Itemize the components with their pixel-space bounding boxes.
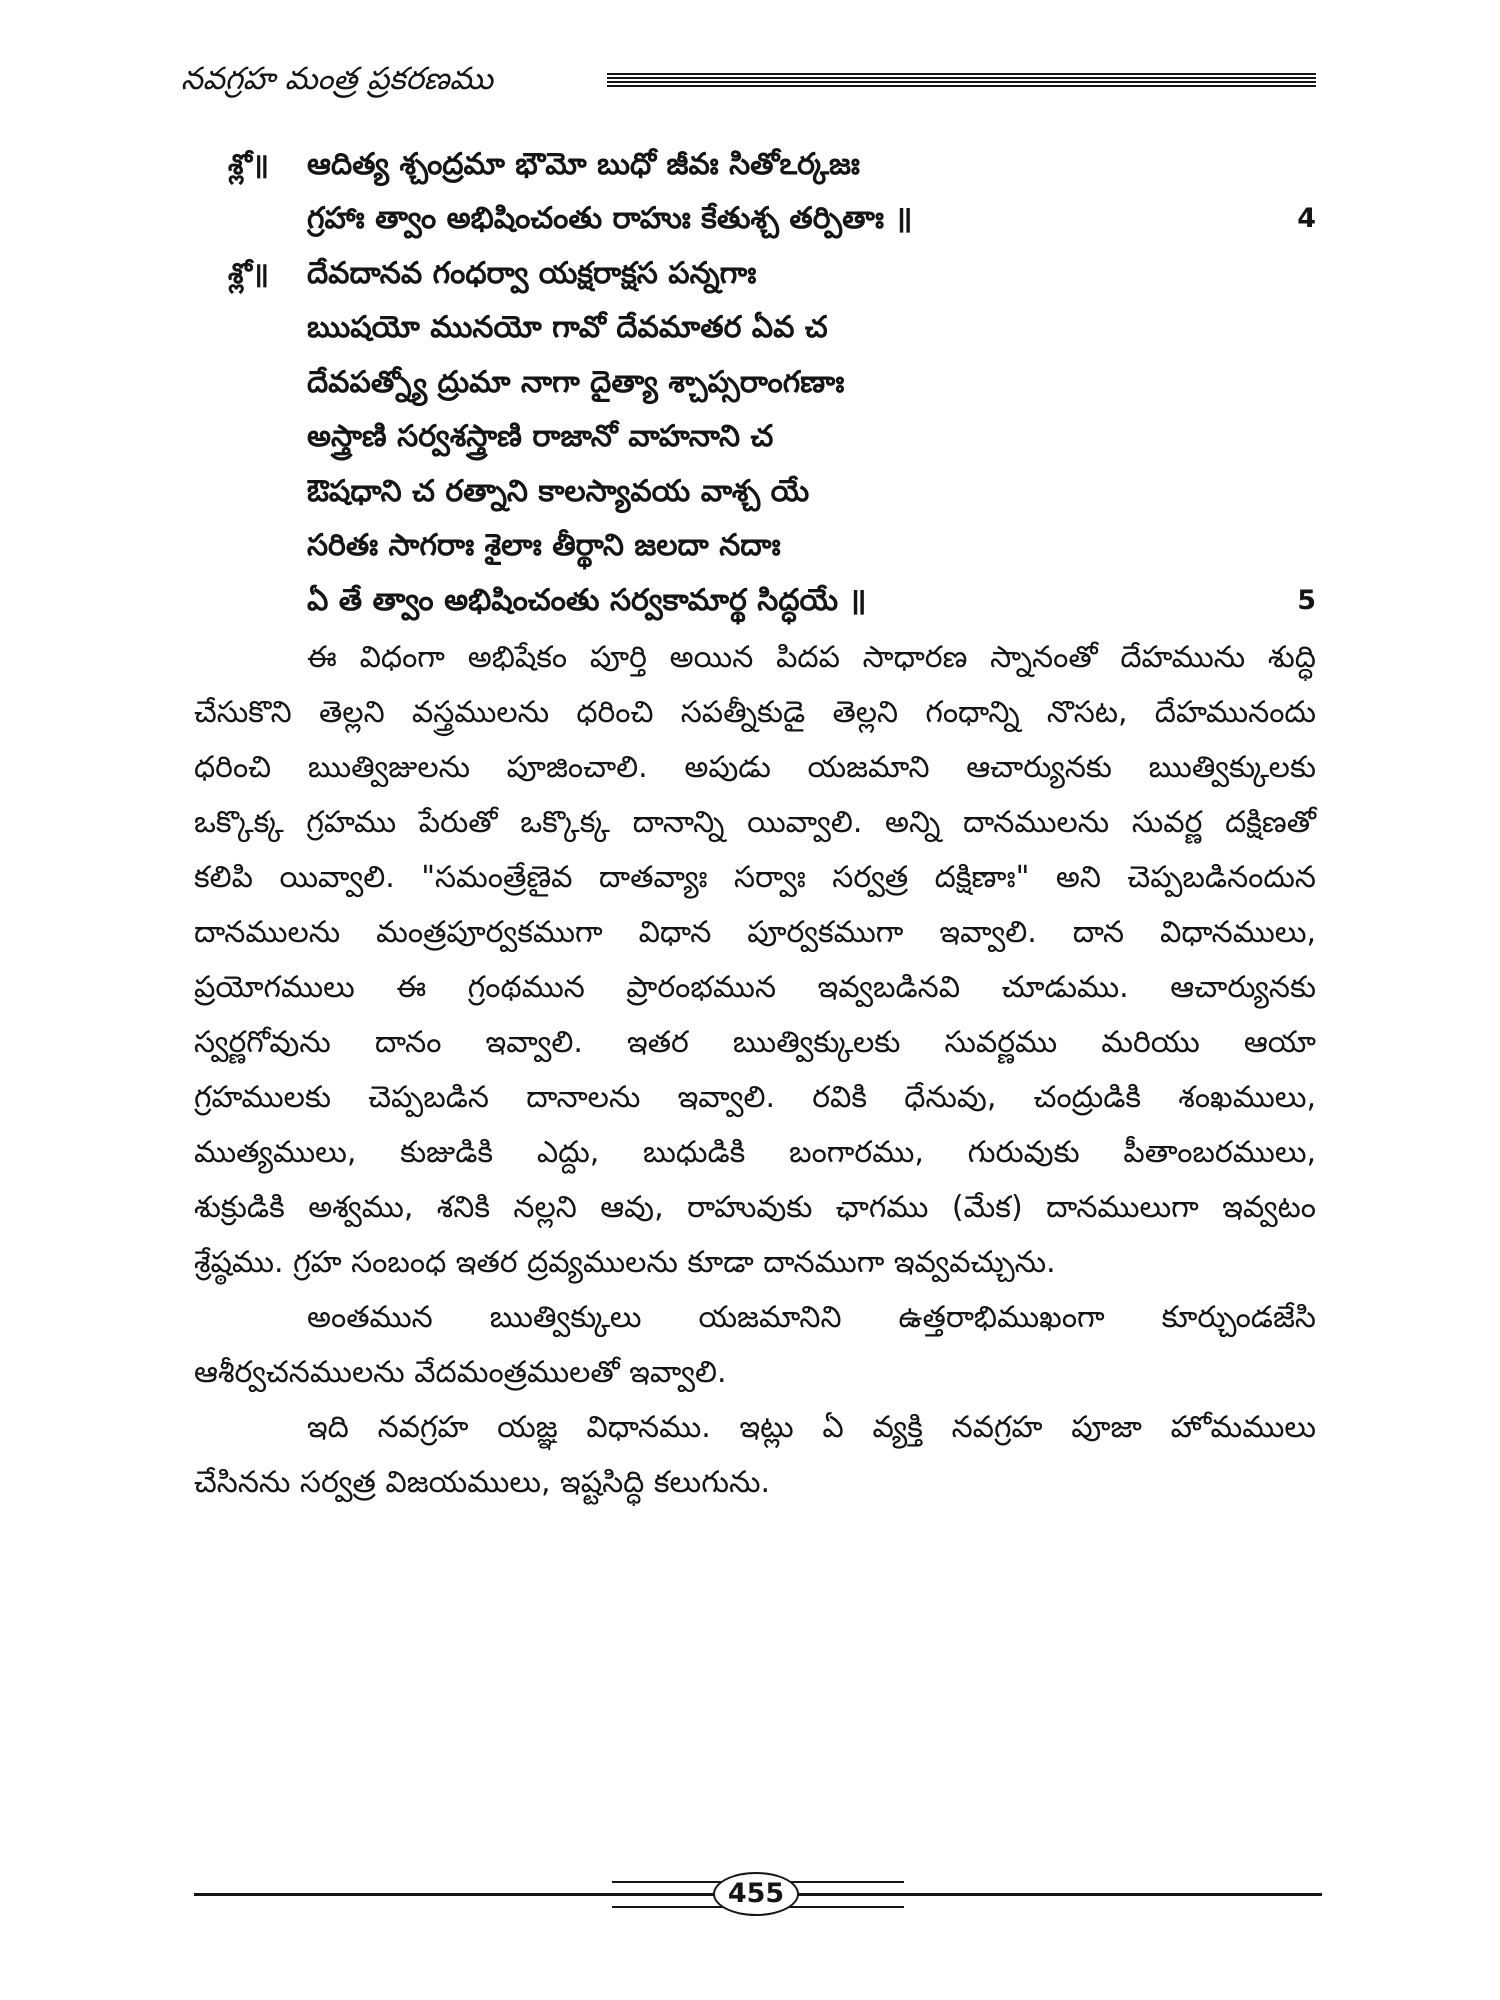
paragraph-line: ప్రయోగములు ఈ గ్రంథమున ప్రారంభమున ఇవ్వబడినవి చూడుము. ఆచార్యునకు: [194, 970, 1316, 1005]
paragraph-line: ఇది నవగ్రహ యజ్ఞ విధానము. ఇట్లు ఏ వ్యక్తి నవగ్రహ పూజా హోమములు: [307, 1410, 1316, 1445]
paragraph-line: ముత్యములు, కుజుడికి ఎద్దు, బుధుడికి బంగారము, గురువుకు పీతాంబరములు,: [194, 1135, 1316, 1170]
verse-line: సరితః సాగరాః శైలాః తీర్థాని జలదా నదాః: [307, 528, 781, 563]
verse-line: ఆదిత్య శ్చంద్రమా భౌమో బుధో జీవః సితోఽర్కజః: [307, 147, 860, 182]
paragraph-line: దానములను మంత్రపూర్వకముగా విధాన పూర్వకముగా ఇవ్వాలి. దాన విధానములు,: [194, 915, 1316, 950]
paragraph-line: గ్రహములకు చెప్పబడిన దానాలను ఇవ్వాలి. రవికి ధేనువు, చంద్రుడికి శంఖములు,: [194, 1080, 1316, 1115]
paragraph-line: అంతమున ఋత్విక్కులు యజమానిని ఉత్తరాభిముఖంగా కూర్చుండజేసి: [307, 1300, 1316, 1335]
paragraph-line: చేసినను సర్వత్ర విజయములు, ఇష్టసిద్ధి కలుగును.: [194, 1465, 771, 1500]
paragraph-line: ఆశీర్వచనములను వేదమంత్రములతో ఇవ్వాలి.: [194, 1355, 727, 1390]
paragraph-line: ధరించి ఋత్విజులను పూజించాలి. అపుడు యజమాని ఆచార్యునకు ఋత్విక్కులకు: [194, 750, 1316, 785]
paragraph-line: శ్రేష్ఠము. గ్రహ సంబంధ ఇతర ద్రవ్యములను కూడా దానముగా ఇవ్వవచ్చును.: [194, 1245, 1056, 1280]
page-header-title: నవగ్రహ మంత్ర ప్రకరణము: [181, 61, 493, 97]
paragraph-line: కలిపి యివ్వాలి. "సమంత్రేణైవ దాతవ్యాః సర్వాః సర్వత్ర దక్షిణాః" అని చెప్పబడినందున: [194, 860, 1316, 895]
verse-line: ఏ తే త్వాం అభిషించంతు సర్వకామార్థ సిద్ధయే ॥: [307, 583, 867, 618]
verse-line: దేవపత్న్యో ద్రుమా నాగా దైత్యా శ్చాప్సరాంగణాః: [307, 365, 845, 400]
verse-number: 5: [1297, 585, 1316, 616]
paragraph-line: శుక్రుడికి అశ్వము, శనికి నల్లని ఆవు, రాహువుకు ఛాగము (మేక) దానములుగా ఇవ్వటం: [194, 1190, 1316, 1225]
header-rule: [607, 73, 1316, 87]
verse-number: 4: [1297, 203, 1316, 234]
page-number: 455: [713, 1872, 799, 1916]
verse-line: గ్రహాః త్వాం అభిషించంతు రాహుః కేతుశ్చ తర్పితాః ॥: [307, 201, 913, 236]
verse-marker: శ్లో॥: [228, 148, 269, 181]
paragraph-line: చేసుకొని తెల్లని వస్త్రములను ధరించి సపత్నీకుడై తెల్లని గంధాన్ని నొసట, దేహమునందు: [194, 695, 1316, 730]
verse-line: అస్త్రాణి సర్వశస్త్రాణి రాజానో వాహనాని చ: [307, 419, 774, 454]
verse-line: ఋషయో మునయో గావో దేవమాతర ఏవ చ: [307, 310, 828, 345]
paragraph-line: ఒక్కొక్క గ్రహము పేరుతో ఒక్కొక్క దానాన్ని యివ్వాలి. అన్ని దానములను సువర్ణ దక్షిణతో: [194, 805, 1316, 840]
paragraph-line: ఈ విధంగా అభిషేకం పూర్తి అయిన పిదప సాధారణ స్నానంతో దేహమును శుద్ధి: [307, 640, 1316, 675]
verse-marker: శ్లో॥: [228, 257, 269, 290]
paragraph-line: స్వర్ణగోవును దానం ఇవ్వాలి. ఇతర ఋత్విక్కులకు సువర్ణము మరియు ఆయా: [194, 1025, 1316, 1060]
verse-line: ఔషధాని చ రత్నాని కాలస్యావయ వాశ్చ యే: [307, 474, 810, 509]
verse-line: దేవదానవ గంధర్వా యక్షరాక్షస పన్నగాః: [307, 256, 757, 291]
